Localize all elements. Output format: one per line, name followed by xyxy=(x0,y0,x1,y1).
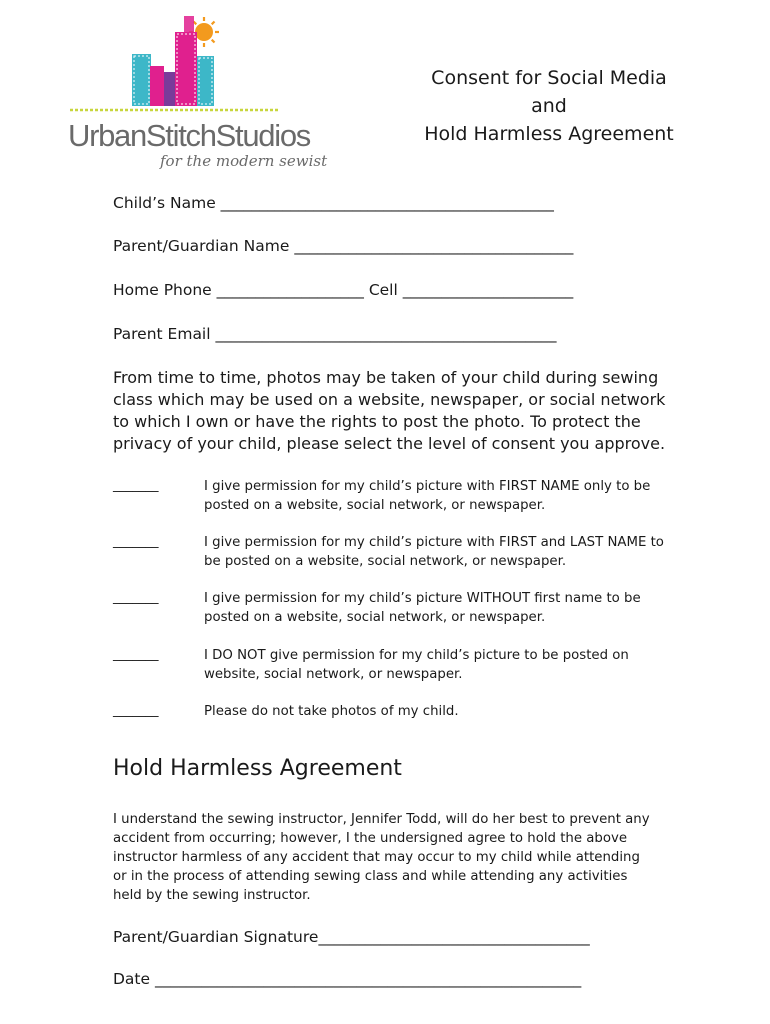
consent-option-2-blank[interactable]: _______ xyxy=(113,534,159,549)
logo-tagline: for the modern sewist xyxy=(160,152,328,170)
title-line-1: Consent for Social Media xyxy=(431,67,667,89)
logo-wordmark: UrbanStitchStudios xyxy=(68,118,310,153)
page-title xyxy=(404,64,694,148)
signature-field[interactable]: Parent/Guardian Signature___________________________________ xyxy=(113,928,590,946)
hold-harmless-body: I understand the sewing instructor, Jennifer Todd, will do her best to prevent any accident from occurring; however, I the undersigned agree to hold the above instructor harmless of any accident that may occur to my child while attending or in the process of attending sewing class and while attending any activities held by the sewing instructor. xyxy=(113,812,650,903)
consent-option-2-text: I give permission for my child’s picture with FIRST and LAST NAME to be posted on a website, social network, or newspaper. xyxy=(204,535,664,569)
intro-paragraph: From time to time, photos may be taken of your child during sewing class which may be used on a website, newspaper, or social network to which I own or have the rights to post the photo. To protect the privacy of your child, please select the level of consent you approve. xyxy=(113,368,666,453)
title-line-2: and xyxy=(531,95,567,117)
consent-option-5-blank[interactable]: _______ xyxy=(113,703,159,718)
parent-name-field[interactable]: Parent/Guardian Name ____________________________________ xyxy=(113,237,574,255)
parent-email-field[interactable]: Parent Email ____________________________________________ xyxy=(113,325,557,343)
title-line-3: Hold Harmless Agreement xyxy=(424,123,674,145)
company-logo xyxy=(68,14,328,174)
child-name-field[interactable]: Child’s Name ___________________________________________ xyxy=(113,194,554,212)
hold-harmless-heading: Hold Harmless Agreement xyxy=(113,756,402,781)
consent-option-5-text: Please do not take photos of my child. xyxy=(204,704,459,719)
date-field[interactable]: Date _______________________________________________________ xyxy=(113,970,582,988)
phone-fields[interactable]: Home Phone ___________________ Cell ______________________ xyxy=(113,281,574,299)
consent-option-3-blank[interactable]: _______ xyxy=(113,590,159,605)
consent-option-1-text: I give permission for my child’s picture with FIRST NAME only to be posted on a website, social network, or newspaper. xyxy=(204,479,651,513)
consent-option-4-blank[interactable]: _______ xyxy=(113,647,159,662)
consent-option-1-blank[interactable]: _______ xyxy=(113,478,159,493)
consent-option-3-text: I give permission for my child’s picture WITHOUT first name to be posted on a website, social network, or newspaper. xyxy=(204,591,641,625)
skyline-icon xyxy=(68,14,283,118)
consent-option-4-text: I DO NOT give permission for my child’s picture to be posted on website, social network, or newspaper. xyxy=(204,648,629,682)
